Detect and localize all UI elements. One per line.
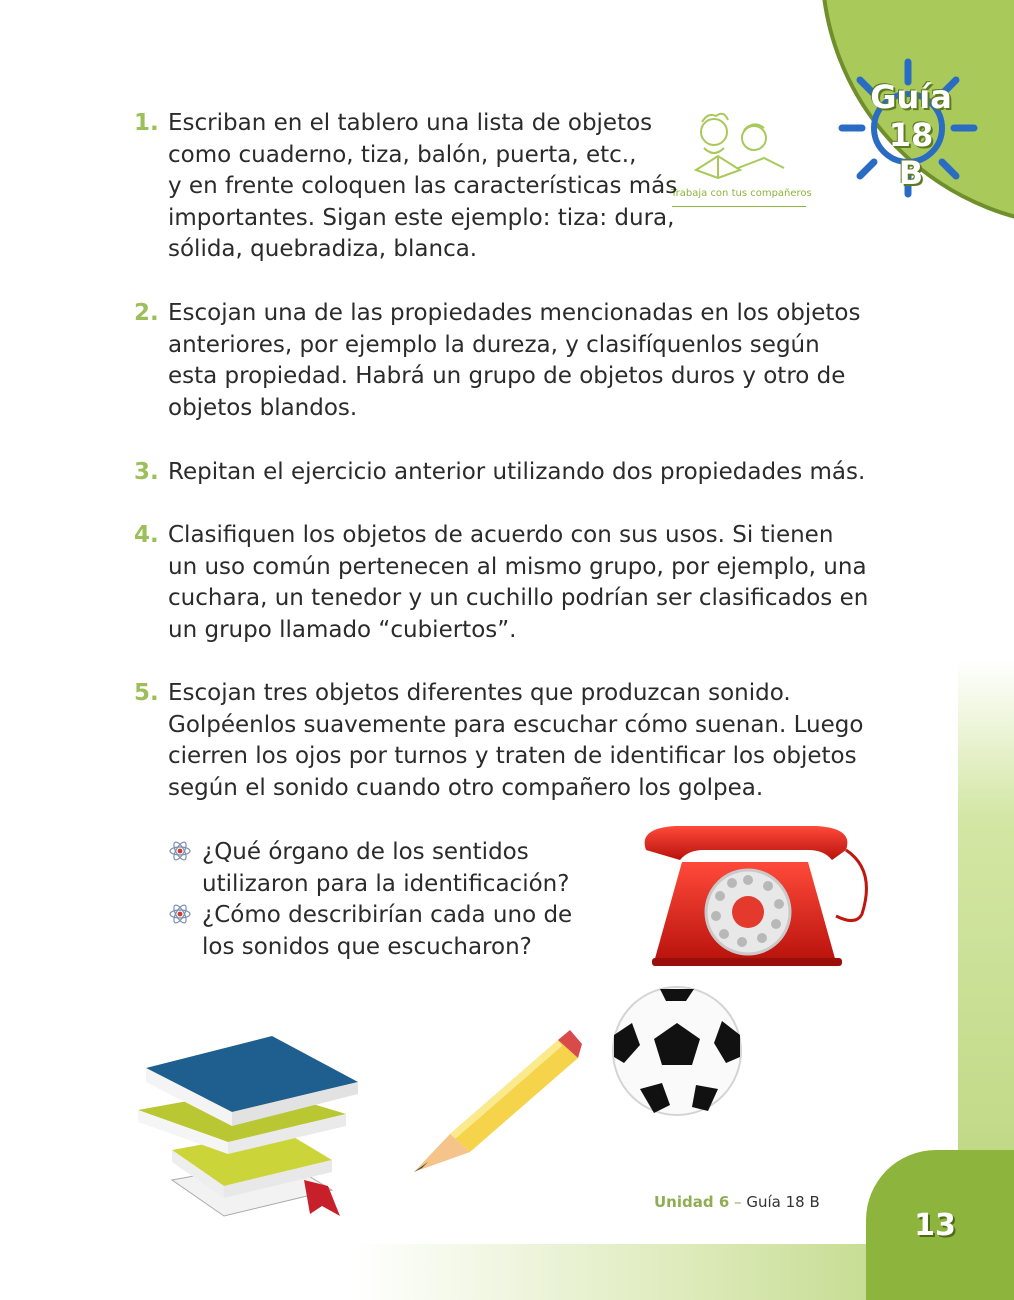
guide-label: Guía 18 — [870, 78, 952, 154]
question-text — [168, 837, 569, 900]
books-stack-image — [132, 1030, 362, 1220]
atom-icon — [168, 839, 192, 863]
item-line: Escriban en el tablero una lista de objetos — [168, 110, 653, 136]
question-1 — [168, 837, 569, 900]
item-number: 3. — [134, 459, 159, 485]
item-line: cuchara, un tenedor y un cuchillo podrían ser clasificados en — [168, 585, 869, 611]
item-text — [134, 298, 860, 424]
guide-title — [846, 78, 976, 192]
item-line: y en frente coloquen las características más — [168, 173, 678, 199]
footer-guide: Guía 18 B — [746, 1193, 820, 1211]
question-line: los sonidos que escucharon? — [202, 933, 532, 960]
atom-icon — [168, 902, 192, 926]
item-line: Escojan una de las propiedades mencionadas en los objetos — [168, 300, 861, 326]
item-text — [134, 457, 865, 489]
item-line: importantes. Sigan este ejemplo: tiza: dura, — [168, 204, 675, 231]
item-number: 5. — [134, 680, 159, 706]
item-number: 2. — [134, 300, 159, 326]
pencil-image — [410, 1022, 584, 1174]
soccer-ball-image — [610, 985, 744, 1117]
item-line: anteriores, por ejemplo la dureza, y clasifíquenlos según — [168, 331, 820, 358]
item-line: un uso común pertenecen al mismo grupo, por ejemplo, una — [168, 553, 867, 580]
guide-letter: B — [898, 154, 924, 192]
item-line: cierren los ojos por turnos y traten de identificar los objetos — [168, 743, 857, 769]
teamwork-underline — [672, 206, 806, 207]
activity-item-1 — [134, 108, 677, 266]
rotary-telephone-image — [640, 820, 872, 970]
item-line: Golpéenlos suavemente para escuchar cómo suenan. Luego — [168, 711, 864, 738]
footer-separator: – — [734, 1193, 742, 1211]
item-line: Clasifiquen los objetos de acuerdo con sus usos. Si tienen — [168, 522, 834, 548]
question-line: ¿Cómo describirían cada uno de — [202, 902, 573, 928]
item-line: un grupo llamado “cubiertos”. — [168, 616, 517, 643]
item-line: Escojan tres objetos diferentes que produzcan sonido. — [168, 680, 791, 706]
item-line: sólida, quebradiza, blanca. — [168, 236, 478, 262]
activity-item-3 — [134, 457, 865, 489]
item-line: como cuaderno, tiza, balón, puerta, etc., — [168, 141, 637, 168]
question-line: utilizaron para la identificación? — [202, 870, 570, 897]
bottom-decoration — [0, 1244, 1014, 1300]
item-text — [134, 678, 863, 804]
question-text — [168, 900, 572, 963]
item-text — [134, 108, 677, 266]
item-number: 4. — [134, 522, 159, 548]
item-line: objetos blandos. — [168, 394, 358, 421]
activity-item-4 — [134, 520, 868, 646]
activity-item-2 — [134, 298, 860, 424]
item-text — [134, 520, 868, 646]
activity-item-5 — [134, 678, 863, 804]
footer-label — [654, 1193, 820, 1211]
teamwork-label: Trabaja con tus compañeros — [671, 188, 812, 199]
item-line: Repitan el ejercicio anterior utilizando dos propiedades más. — [168, 459, 866, 485]
item-line: según el sonido cuando otro compañero los golpea. — [168, 774, 764, 801]
footer-unit: Unidad 6 — [654, 1193, 730, 1211]
question-line: ¿Qué órgano de los sentidos — [202, 839, 529, 865]
item-number: 1. — [134, 110, 159, 136]
item-line: esta propiedad. Habrá un grupo de objetos duros y otro de — [168, 363, 846, 389]
page-number: 13 — [914, 1208, 956, 1243]
question-2 — [168, 900, 572, 963]
